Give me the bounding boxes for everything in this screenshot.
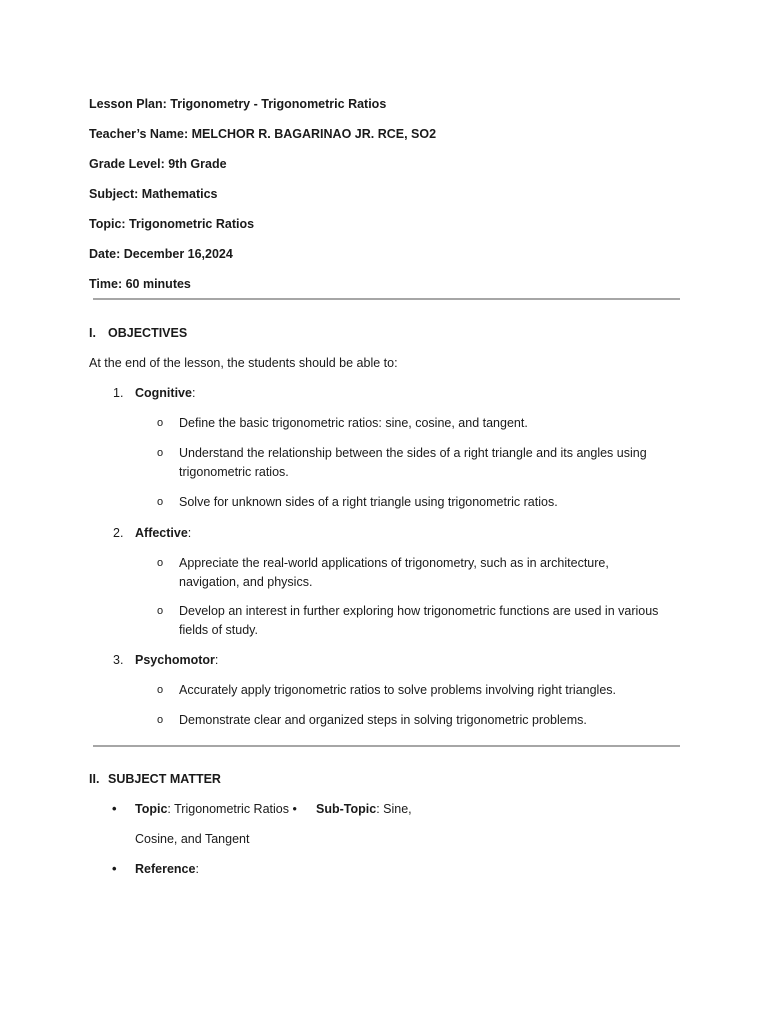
teacher-name: Teacher’s Name: MELCHOR R. BAGARINAO JR. RCE, SO2 xyxy=(89,127,437,141)
reference-label: Reference xyxy=(135,862,196,876)
group-heading xyxy=(135,386,195,400)
reference-suffix: : xyxy=(195,862,199,876)
divider-2 xyxy=(93,745,680,747)
objectives-numeral: I. xyxy=(89,326,96,340)
group-label: Psychomotor xyxy=(135,653,215,667)
bullet-marker: • xyxy=(112,861,117,876)
subtopic-continued: Cosine, and Tangent xyxy=(135,832,250,846)
topic-item xyxy=(135,802,297,816)
list-item: Develop an interest in further exploring how trigonometric functions are used in various xyxy=(179,604,659,618)
group-heading xyxy=(135,526,191,540)
objectives-intro: At the end of the lesson, the students should be able to: xyxy=(89,356,398,370)
group-suffix: : xyxy=(187,526,192,540)
divider-1 xyxy=(93,298,680,300)
group-label: Affective xyxy=(135,526,188,540)
list-marker: o xyxy=(157,496,164,508)
list-item: Define the basic trigonometric ratios: sine, cosine, and tangent. xyxy=(179,416,528,430)
reference-item xyxy=(135,862,199,876)
group-suffix: : xyxy=(214,653,219,667)
list-item: Accurately apply trigonometric ratios to solve problems involving right triangles. xyxy=(179,683,616,697)
list-item: Demonstrate clear and organized steps in solving trigonometric problems. xyxy=(179,713,587,727)
subject-matter-numeral: II. xyxy=(89,772,100,786)
subject-matter-heading: SUBJECT MATTER xyxy=(108,772,221,786)
list-item: Solve for unknown sides of a right triangle using trigonometric ratios. xyxy=(179,495,558,509)
subtopic-label: Sub-Topic xyxy=(316,802,377,816)
list-item: Appreciate the real-world applications of trigonometry, such as in architecture, xyxy=(179,556,609,570)
objectives-heading: OBJECTIVES xyxy=(108,326,188,340)
group-number: 2. xyxy=(113,526,124,540)
group-label: Cognitive xyxy=(135,386,192,400)
list-marker: o xyxy=(157,714,164,726)
list-marker: o xyxy=(157,447,164,459)
lesson-title: Lesson Plan: Trigonometry - Trigonometric Ratios xyxy=(89,97,387,111)
topic-label: Topic xyxy=(135,802,168,816)
subtopic-value: : Sine, xyxy=(376,802,412,816)
topic-line: Topic: Trigonometric Ratios xyxy=(89,217,255,231)
group-number: 1. xyxy=(113,386,124,400)
list-marker: o xyxy=(157,557,164,569)
time-line: Time: 60 minutes xyxy=(89,277,191,291)
list-marker: o xyxy=(157,605,164,617)
subject-line: Subject: Mathematics xyxy=(89,187,218,201)
subtopic-item xyxy=(316,802,412,816)
list-marker: o xyxy=(157,417,164,429)
bullet-marker: • xyxy=(112,801,117,816)
date-line: Date: December 16,2024 xyxy=(89,247,233,261)
list-item: Understand the relationship between the sides of a right triangle and its angles using xyxy=(179,446,647,460)
list-item-continued: fields of study. xyxy=(179,623,258,637)
group-number: 3. xyxy=(113,653,124,667)
grade-level: Grade Level: 9th Grade xyxy=(89,157,227,171)
list-item-continued: navigation, and physics. xyxy=(179,575,313,589)
topic-value: : Trigonometric Ratios • xyxy=(167,802,297,816)
list-item-continued: trigonometric ratios. xyxy=(179,465,289,479)
group-heading xyxy=(135,653,218,667)
list-marker: o xyxy=(157,684,164,696)
group-suffix: : xyxy=(191,386,196,400)
